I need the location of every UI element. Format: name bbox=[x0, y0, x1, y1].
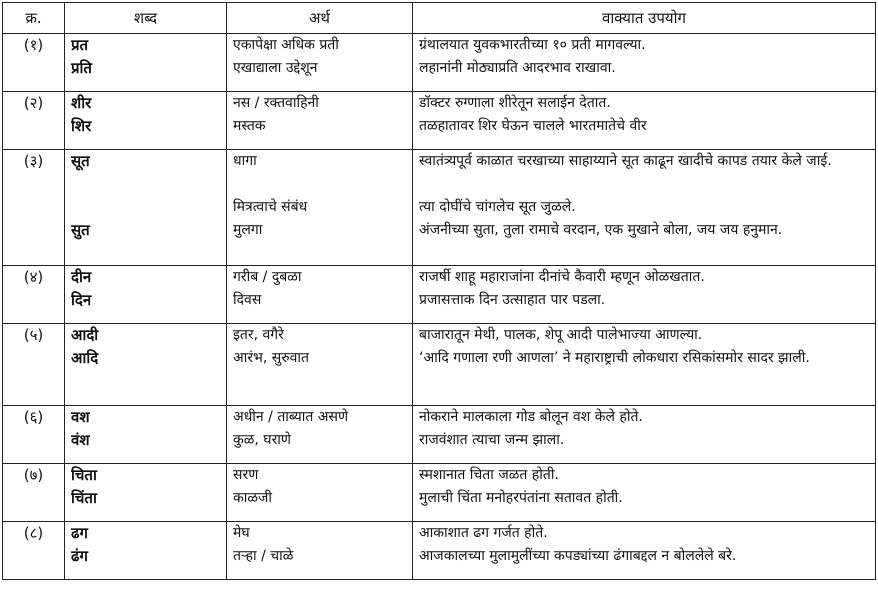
row-number bbox=[3, 34, 65, 92]
usage-text: नोकराने मालकाला गोड बोलून वश केले होते. bbox=[419, 409, 643, 425]
meaning-text: नस / रक्तवाहिनी bbox=[233, 95, 319, 111]
row-number bbox=[3, 464, 65, 522]
vocabulary-page bbox=[2, 2, 875, 606]
header-usage: वाक्यात उपयोग bbox=[413, 3, 876, 34]
meaning-cell bbox=[227, 406, 413, 464]
row-number bbox=[3, 406, 65, 464]
row-number-label: (३) bbox=[23, 152, 44, 170]
usage-text: तळहातावर शिर घेऊन चालले भारतमातेचे वीर bbox=[419, 118, 647, 134]
meaning-text: गरीब / दुबळा bbox=[233, 269, 302, 285]
row-number-label: (२) bbox=[23, 94, 44, 112]
word-text: प्रत bbox=[71, 36, 89, 54]
usage-text: ‘आदि गणाला रणी आणला’ ने महाराष्ट्राची लोकधारा रसिकांसमोर सादर झाली. bbox=[419, 350, 810, 366]
word-cell bbox=[65, 92, 227, 150]
table-row bbox=[3, 92, 876, 150]
row-number bbox=[3, 522, 65, 580]
usage-text: स्वातंत्र्यपूर्व काळात चरखाच्या साहाय्याने सूत काढून खादीचे कापड तयार केले जाई. bbox=[419, 153, 832, 169]
word-cell bbox=[65, 406, 227, 464]
table-row bbox=[3, 522, 876, 580]
table-header-row bbox=[3, 3, 876, 34]
word-text: सुत bbox=[71, 221, 90, 239]
word-cell bbox=[65, 522, 227, 580]
usage-cell bbox=[413, 34, 876, 92]
word-cell bbox=[65, 266, 227, 324]
meaning-cell bbox=[227, 464, 413, 522]
usage-cell bbox=[413, 406, 876, 464]
word-text: चिता bbox=[71, 466, 97, 484]
usage-text: बाजारातून मेथी, पालक, शेपू आदी पालेभाज्या आणल्या. bbox=[419, 327, 703, 343]
meaning-text: मेघ bbox=[233, 525, 250, 541]
word-text: आदि bbox=[71, 349, 99, 367]
table-row bbox=[3, 34, 876, 92]
meaning-text: एकापेक्षा अधिक प्रती bbox=[233, 37, 339, 53]
usage-text: प्रजासत्ताक दिन उत्साहात पार पडला. bbox=[419, 292, 606, 308]
word-cell bbox=[65, 464, 227, 522]
table-row bbox=[3, 324, 876, 406]
table-row bbox=[3, 266, 876, 324]
usage-cell bbox=[413, 464, 876, 522]
word-text: ढग bbox=[71, 524, 88, 542]
word-cell bbox=[65, 324, 227, 406]
header-meaning: अर्थ bbox=[227, 3, 413, 34]
table-row bbox=[3, 406, 876, 464]
meaning-cell bbox=[227, 34, 413, 92]
meaning-text: मुलगा bbox=[233, 222, 263, 238]
meaning-cell bbox=[227, 92, 413, 150]
usage-text: त्या दोघींचे चांगलेच सूत जुळले. bbox=[419, 199, 576, 215]
row-number-label: (१) bbox=[23, 36, 44, 54]
row-number bbox=[3, 150, 65, 266]
usage-text: मुलाची चिंता मनोहरपंतांना सतावत होती. bbox=[419, 490, 623, 506]
usage-text: ग्रंथालयात युवकभारतीच्या १० प्रती मागवल्या. bbox=[419, 37, 646, 53]
meaning-text: आरंभ, सुरुवात bbox=[233, 350, 310, 366]
table-row bbox=[3, 464, 876, 522]
usage-cell bbox=[413, 92, 876, 150]
vocabulary-table bbox=[2, 2, 876, 580]
word-text bbox=[71, 196, 220, 219]
usage-text: राजवंशात त्याचा जन्म झाला. bbox=[419, 432, 565, 448]
meaning-text: एखाद्याला उद्देशून bbox=[233, 60, 318, 76]
usage-text: राजर्षी शाहू महाराजांना दीनांचे कैवारी म्हणून ओळखतात. bbox=[419, 269, 705, 285]
table-row bbox=[3, 150, 876, 266]
meaning-cell bbox=[227, 150, 413, 266]
meaning-text: कुळ, घराणे bbox=[233, 432, 292, 448]
usage-text: लहानांनी मोठ्याप्रति आदरभाव राखावा. bbox=[419, 60, 616, 76]
usage-cell bbox=[413, 266, 876, 324]
row-number bbox=[3, 266, 65, 324]
row-number-label: (८) bbox=[23, 524, 44, 542]
usage-cell bbox=[413, 324, 876, 406]
usage-cell bbox=[413, 150, 876, 266]
meaning-text: तऱ्हा / चाळे bbox=[233, 548, 294, 564]
meaning-cell bbox=[227, 266, 413, 324]
row-number-label: (७) bbox=[23, 466, 44, 484]
row-number-label: (६) bbox=[23, 408, 44, 426]
word-cell bbox=[65, 150, 227, 266]
word-text: शीर bbox=[71, 94, 92, 112]
word-text: ढंग bbox=[71, 547, 88, 565]
word-text: दिन bbox=[71, 291, 92, 309]
header-word: शब्द bbox=[65, 3, 227, 34]
meaning-text: काळजी bbox=[233, 490, 273, 506]
meaning-text: धागा bbox=[233, 153, 257, 169]
meaning-text: दिवस bbox=[233, 292, 262, 308]
meaning-text: इतर, वगैरे bbox=[233, 327, 284, 343]
word-text: चिंता bbox=[71, 489, 97, 507]
meaning-text: सरण bbox=[233, 467, 259, 483]
meaning-text: मित्रत्वाचे संबंध bbox=[233, 199, 308, 215]
meaning-text: मस्तक bbox=[233, 118, 266, 134]
usage-text: आकाशात ढग गर्जत होते. bbox=[419, 525, 548, 541]
row-number bbox=[3, 92, 65, 150]
usage-text: डॉक्टर रुग्णाला शीरेतून सलाईन देतात. bbox=[419, 95, 611, 111]
meaning-text: अधीन / ताब्यात असणे bbox=[233, 409, 349, 425]
usage-text: अंजनीच्या सुता, तुला रामाचे वरदान, एक मुखाने बोला, जय जय हनुमान. bbox=[419, 222, 783, 238]
usage-text: आजकालच्या मुलामुलींच्या कपड्यांच्या ढंगाबद्दल न बोललेले बरे. bbox=[419, 548, 737, 564]
meaning-cell bbox=[227, 324, 413, 406]
word-text: वंश bbox=[71, 431, 90, 449]
word-text: शिर bbox=[71, 117, 92, 135]
row-number bbox=[3, 324, 65, 406]
meaning-cell bbox=[227, 522, 413, 580]
word-text: आदी bbox=[71, 326, 99, 344]
word-cell bbox=[65, 34, 227, 92]
word-text: वश bbox=[71, 408, 90, 426]
row-number-label: (४) bbox=[23, 268, 44, 286]
header-num: क्र. bbox=[3, 3, 65, 34]
word-text: दीन bbox=[71, 268, 92, 286]
usage-text: स्मशानात चिता जळत होती. bbox=[419, 467, 559, 483]
table-body bbox=[3, 34, 876, 580]
usage-cell bbox=[413, 522, 876, 580]
row-number-label: (५) bbox=[23, 326, 44, 344]
word-text: सूत bbox=[71, 152, 90, 170]
word-text: प्रति bbox=[71, 59, 92, 77]
